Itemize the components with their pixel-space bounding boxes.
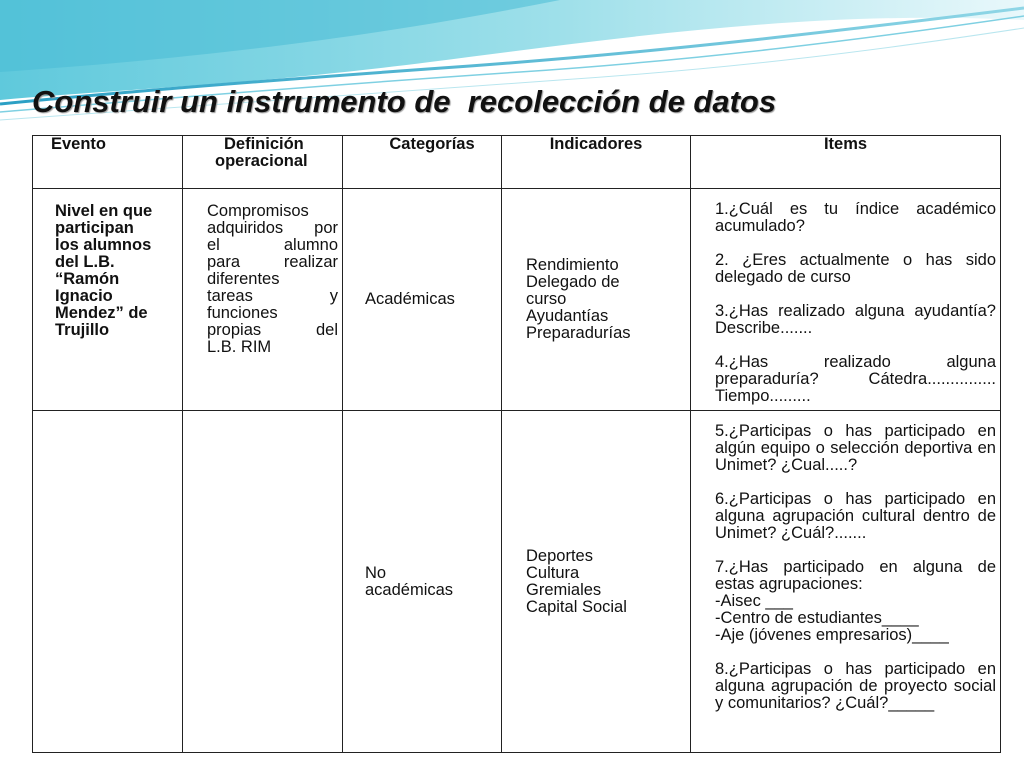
header-definicion [183, 136, 343, 189]
definicion-line: Compromisos [207, 202, 309, 220]
data-collection-table [32, 135, 1001, 753]
evento-line: Nivel en que [55, 202, 153, 220]
question-item: 7.¿Has participado en alguna de estas agrupaciones: [715, 558, 996, 593]
categoria-label-line1: No [365, 563, 387, 582]
evento-line: Mendez” de [55, 304, 148, 322]
categoria-label-line2: académicas [365, 580, 454, 599]
evento-line: Trujillo [55, 321, 110, 339]
definicion-line: diferentes [207, 270, 280, 288]
question-item: 3.¿Has realizado alguna ayudantía? Describe....... [715, 302, 996, 337]
question-item: 5.¿Participas o has participado en algún equipo o selección deportiva en Unimet? ¿Cual.....? [715, 422, 996, 474]
indicador-item: Preparadurías [526, 324, 631, 342]
question-item: 1.¿Cuál es tu índice académico acumulado? [715, 200, 996, 235]
header-items: Items [691, 136, 1001, 189]
definicion-line: adquiridos por [207, 219, 338, 237]
indicador-item: Rendimiento [526, 256, 619, 274]
definicion-line: tareas y [207, 287, 338, 305]
evento-line: Ignacio [55, 287, 113, 305]
categoria-label: Académicas [365, 290, 455, 308]
indicador-item: Delegado de [526, 273, 620, 291]
indicador-item: Capital Social [526, 597, 627, 616]
question-item: 8.¿Participas o has participado en alguna agrupación de proyecto social y comunitarios? ¿Cuál?_____ [715, 660, 996, 712]
definicion-line: funciones [207, 304, 278, 322]
cell-evento-empty [33, 411, 183, 753]
cell-indicadores [502, 189, 691, 411]
indicador-item: Deportes [526, 546, 593, 565]
question-item: 2. ¿Eres actualmente o has sido delegado de curso [715, 251, 996, 286]
row-no-academicas [33, 411, 1001, 753]
question-item: 4.¿Has realizado alguna preparaduría? Cátedra............... Tiempo......... [715, 353, 996, 405]
cell-evento [33, 189, 183, 411]
question-option: -Aisec ___ [715, 592, 793, 610]
cell-indicadores [502, 411, 691, 753]
cell-definicion [183, 189, 343, 411]
header-indicadores: Indicadores [502, 136, 691, 189]
header-row [33, 136, 1001, 189]
indicador-item: Gremiales [526, 580, 602, 599]
definicion-line: propias del [207, 321, 338, 339]
definicion-line: para realizar [207, 253, 338, 271]
evento-line: participan [55, 219, 134, 237]
indicador-item: Ayudantías [526, 307, 609, 325]
question-item: 6.¿Participas o has participado en alguna agrupación cultural dentro de Unimet? ¿Cuál?....... [715, 490, 996, 542]
cell-items [691, 411, 1001, 753]
row-academicas [33, 189, 1001, 411]
indicador-item: curso [526, 290, 567, 308]
header-definicion-line1: Definición [224, 135, 304, 153]
evento-line: “Ramón [55, 270, 120, 288]
header-categorias: Categorías [343, 136, 502, 189]
cell-definicion-empty [183, 411, 343, 753]
indicador-item: Cultura [526, 563, 580, 582]
question-option: -Aje (jóvenes empresarios)____ [715, 626, 949, 644]
header-definicion-line2: operacional [215, 152, 308, 170]
question-option: -Centro de estudiantes____ [715, 609, 919, 627]
header-evento: Evento [33, 136, 183, 189]
slide-title: Construir un instrumento de recolección de datos [32, 84, 777, 119]
cell-categoria [343, 189, 502, 411]
evento-line: los alumnos [55, 236, 152, 254]
definicion-line: el alumno [207, 236, 338, 254]
definicion-line: L.B. RIM [207, 338, 272, 356]
evento-line: del L.B. [55, 253, 115, 271]
cell-categoria [343, 411, 502, 753]
cell-items [691, 189, 1001, 411]
